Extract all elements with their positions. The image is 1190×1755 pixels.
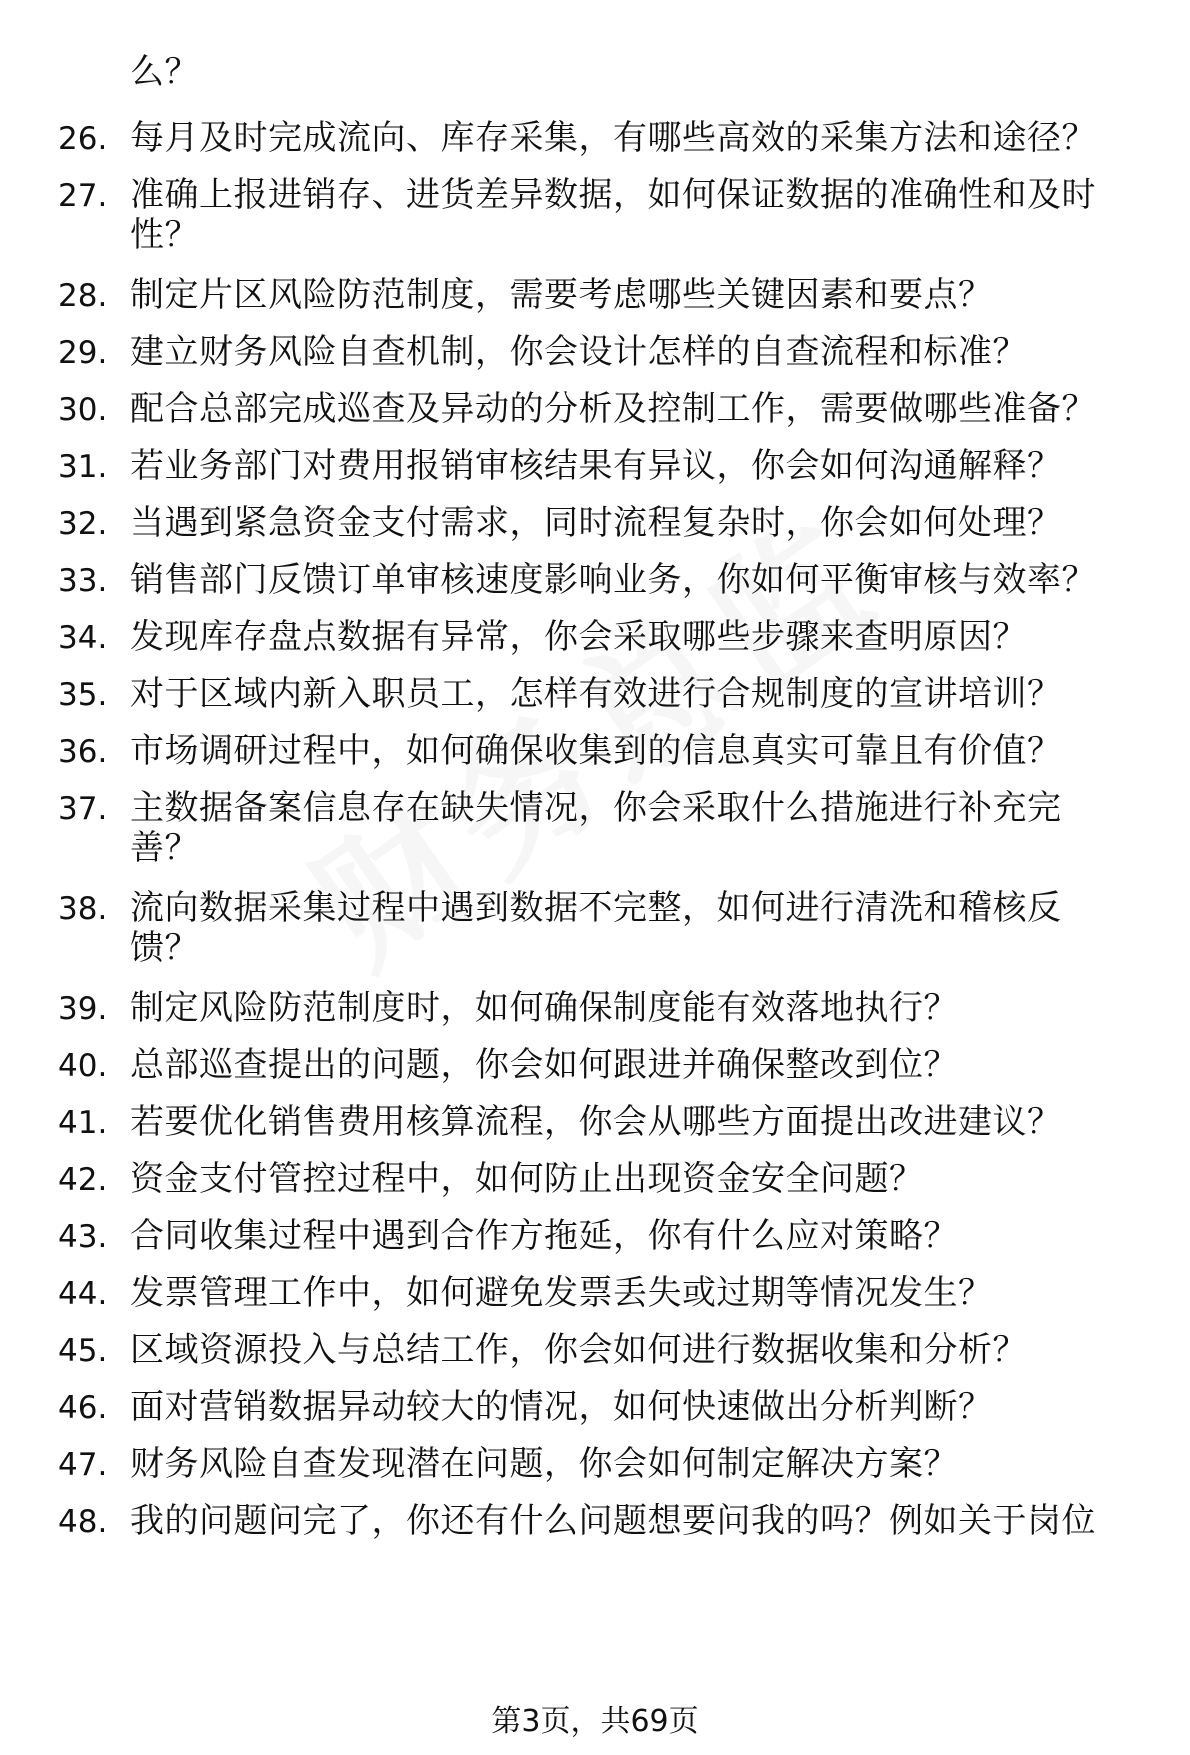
item-text-line: 若业务部门对费用报销审核结果有异议，你会如何沟通解释？ [130, 446, 1062, 486]
item-text [130, 171, 1160, 259]
item-text-line: 制定风险防范制度时，如何确保制度能有效落地执行？ [130, 988, 958, 1028]
item-text-line: 合同收集过程中遇到合作方拖延，你有什么应对策略？ [130, 1216, 958, 1256]
item-text [130, 328, 1160, 372]
item-number: 40. [58, 1048, 108, 1084]
item-text-line: 市场调研过程中，如何确保收集到的信息真实可靠且有价值？ [130, 731, 1062, 771]
item-number: 36. [58, 734, 108, 770]
item-number: 41. [58, 1105, 108, 1141]
item-number: 29. [58, 335, 108, 371]
page-footer: 第3页，共69页 [491, 1704, 699, 1739]
item-text [130, 114, 1160, 158]
item-number: 44. [58, 1276, 108, 1312]
item-text [130, 727, 1160, 771]
item-text-line: 准确上报进销存、进货差异数据，如何保证数据的准确性和及时 [130, 175, 1096, 215]
item-number: 32. [58, 506, 108, 542]
item-number: 26. [58, 121, 108, 157]
item-text-line: 销售部门反馈订单审核速度影响业务，你如何平衡审核与效率？ [130, 560, 1096, 600]
item-number: 43. [58, 1219, 108, 1255]
item-text [130, 442, 1160, 486]
item-text-line: 馈？ [130, 928, 199, 968]
item-text-line: 我的问题问完了，你还有什么问题想要问我的吗？例如关于岗位 [130, 1501, 1096, 1541]
item-number: 38. [58, 891, 108, 927]
item-text-line: 主数据备案信息存在缺失情况，你会采取什么措施进行补充完 [130, 788, 1062, 828]
item-number: 45. [58, 1333, 108, 1369]
item-text [130, 784, 1160, 872]
item-text-line: 发现库存盘点数据有异常，你会采取哪些步骤来查明原因？ [130, 617, 1027, 657]
item-text [130, 1041, 1160, 1085]
item-text [130, 1212, 1160, 1256]
item-number: 34. [58, 620, 108, 656]
item-text-line: 资金支付管控过程中，如何防止出现资金安全问题？ [130, 1159, 924, 1199]
item-text-line: 善？ [130, 828, 199, 868]
item-text-line: 发票管理工作中，如何避免发票丢失或过期等情况发生？ [130, 1273, 993, 1313]
item-text-line: 总部巡查提出的问题，你会如何跟进并确保整改到位？ [130, 1045, 958, 1085]
item-number: 28. [58, 278, 108, 314]
item-text [130, 884, 1160, 972]
item-text [130, 556, 1160, 600]
item-text [130, 1098, 1160, 1142]
item-number: 33. [58, 563, 108, 599]
item-text-line: 流向数据采集过程中遇到数据不完整，如何进行清洗和稽核反 [130, 888, 1062, 928]
item-number: 39. [58, 991, 108, 1027]
item-number: 42. [58, 1162, 108, 1198]
item-text [130, 1269, 1160, 1313]
item-text [130, 1155, 1160, 1199]
item-number: 37. [58, 791, 108, 827]
item-text-line: 若要优化销售费用核算流程，你会从哪些方面提出改进建议？ [130, 1102, 1062, 1142]
item-text-line: 当遇到紧急资金支付需求，同时流程复杂时，你会如何处理？ [130, 503, 1062, 543]
item-text [130, 670, 1160, 714]
item-text [130, 613, 1160, 657]
item-number: 31. [58, 449, 108, 485]
item-text-line: 财务风险自查发现潜在问题，你会如何制定解决方案？ [130, 1444, 958, 1484]
item-text [130, 499, 1160, 543]
item-text [130, 1497, 1160, 1541]
item-text-line: 性？ [130, 215, 199, 255]
item-number: 35. [58, 677, 108, 713]
item-text-line: 制定片区风险防范制度，需要考虑哪些关键因素和要点？ [130, 275, 993, 315]
item-text [130, 984, 1160, 1028]
item-text [130, 1440, 1160, 1484]
item-text-line: 面对营销数据异动较大的情况，如何快速做出分析判断？ [130, 1387, 993, 1427]
item-number: 27. [58, 178, 108, 214]
item-text [130, 1383, 1160, 1427]
item-text [130, 1326, 1160, 1370]
item-text-line: 区域资源投入与总结工作，你会如何进行数据收集和分析？ [130, 1330, 1027, 1370]
item-text [130, 271, 1160, 315]
item-number: 30. [58, 392, 108, 428]
item-text [130, 385, 1160, 429]
item-text-line: 对于区域内新入职员工，怎样有效进行合规制度的宣讲培训？ [130, 674, 1062, 714]
item-text-line: 配合总部完成巡查及异动的分析及控制工作，需要做哪些准备？ [130, 389, 1096, 429]
continuation-text: 么？ [130, 52, 199, 92]
item-number: 48. [58, 1504, 108, 1540]
item-number: 46. [58, 1390, 108, 1426]
item-number: 47. [58, 1447, 108, 1483]
item-text-line: 建立财务风险自查机制，你会设计怎样的自查流程和标准？ [130, 332, 1027, 372]
item-text-line: 每月及时完成流向、库存采集，有哪些高效的采集方法和途径？ [130, 118, 1096, 158]
